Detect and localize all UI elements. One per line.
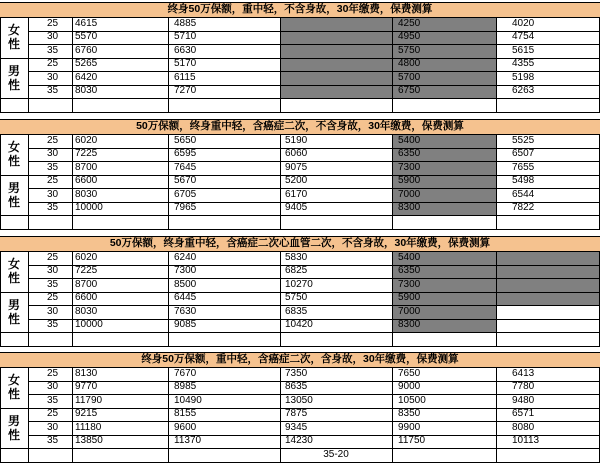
- premium-cell: 8350: [398, 408, 421, 420]
- age-cell: 30: [47, 381, 59, 393]
- premium-cell: 11370: [174, 435, 202, 447]
- premium-cell: 8080: [512, 421, 535, 433]
- age-cell: 35: [47, 319, 59, 331]
- premium-cell: 6350: [398, 148, 421, 160]
- age-cell: 35: [47, 394, 59, 406]
- premium-cell: 5750: [398, 44, 421, 56]
- premium-cell: 4754: [512, 31, 535, 43]
- premium-cell: 5400: [398, 134, 421, 146]
- female-label: [0, 251, 28, 292]
- age-cell: 30: [47, 421, 59, 433]
- premium-cell: 6507: [512, 148, 535, 160]
- male-label-char: 男: [7, 180, 20, 195]
- age-cell: 35: [47, 278, 59, 290]
- grid-line: [168, 134, 169, 229]
- grid-line: [28, 17, 29, 112]
- male-label-char: 性: [7, 194, 20, 209]
- female-label: [0, 367, 28, 408]
- premium-cell: 5700: [398, 71, 421, 83]
- age-cell: 35: [47, 202, 59, 214]
- premium-cell: 5200: [285, 175, 308, 187]
- premium-cell: 6263: [512, 85, 535, 97]
- age-cell: 25: [47, 408, 59, 420]
- premium-cell: 5750: [285, 292, 308, 304]
- premium-cell: 9900: [398, 421, 421, 433]
- premium-cell: 7965: [174, 202, 197, 214]
- premium-cell: [512, 292, 598, 306]
- section-title: 50万保额，终身重中轻，含癌症二次心血管二次，不含身故，30年缴费，保费测算: [109, 237, 491, 250]
- grid-line: [0, 229, 600, 230]
- premium-cell: 11750: [398, 435, 426, 447]
- section-title: 50万保额，终身重中轻，含癌症二次，不含身故，30年缴费，保费测算: [136, 120, 464, 133]
- premium-cell: [285, 85, 390, 99]
- grid-line: [496, 251, 497, 346]
- female-label-char: 性: [7, 37, 20, 52]
- premium-cell: 9000: [398, 381, 421, 393]
- age-cell: 25: [47, 17, 59, 29]
- grid-line: [496, 17, 497, 112]
- grid-line: [168, 367, 169, 462]
- age-cell: 35: [47, 161, 59, 173]
- age-cell: 30: [47, 305, 59, 317]
- premium-cell: 10113: [512, 435, 540, 447]
- grid-line: [0, 2, 600, 3]
- grid-line: [0, 346, 600, 347]
- grid-line: [392, 367, 393, 462]
- premium-cell: 8700: [75, 278, 98, 290]
- age-cell: 25: [47, 251, 59, 263]
- grid-line: [72, 367, 73, 462]
- premium-cell: [512, 278, 598, 292]
- premium-cell: 5265: [75, 58, 98, 70]
- premium-cell: [285, 17, 390, 31]
- premium-cell: 5900: [398, 292, 421, 304]
- premium-cell: 7270: [174, 85, 197, 97]
- premium-cell: 8130: [75, 367, 98, 379]
- footer-note: [280, 215, 392, 229]
- premium-cell: 7780: [512, 381, 535, 393]
- premium-cell: 9345: [285, 421, 308, 433]
- premium-cell: 8985: [174, 381, 197, 393]
- age-cell: 25: [47, 134, 59, 146]
- female-label-char: 女: [7, 23, 20, 38]
- footer-note: [280, 98, 392, 112]
- premium-cell: 6060: [285, 148, 308, 160]
- age-cell: 25: [47, 367, 59, 379]
- premium-cell: 10420: [285, 319, 313, 331]
- premium-cell: 7300: [174, 265, 197, 277]
- premium-cell: 6595: [174, 148, 197, 160]
- premium-cell: 6571: [512, 408, 535, 420]
- premium-cell: 5400: [398, 251, 421, 263]
- premium-cell: [512, 251, 598, 265]
- section-title: 终身50万保额，重中轻，含癌症二次，含身故，30年缴费，保费测算: [141, 353, 459, 366]
- premium-cell: 9405: [285, 202, 308, 214]
- premium-cell: 7225: [75, 265, 98, 277]
- premium-cell: 7225: [75, 148, 98, 160]
- premium-cell: 5830: [285, 251, 308, 263]
- premium-cell: 7630: [174, 305, 197, 317]
- age-cell: 25: [47, 175, 59, 187]
- premium-cell: 8300: [398, 319, 421, 331]
- grid-line: [28, 251, 29, 346]
- premium-cell: 9075: [285, 161, 308, 173]
- premium-cell: 6020: [75, 134, 98, 146]
- grid-line: [0, 112, 600, 113]
- female-label-char: 女: [7, 140, 20, 155]
- premium-cell: 7000: [398, 305, 421, 317]
- age-cell: 30: [47, 265, 59, 277]
- age-cell: 30: [47, 148, 59, 160]
- age-cell: 35: [47, 85, 59, 97]
- age-cell: 30: [47, 188, 59, 200]
- female-label: [0, 134, 28, 175]
- male-label: [0, 175, 28, 216]
- premium-cell: 6115: [174, 71, 196, 83]
- premium-cell: 6350: [398, 265, 421, 277]
- premium-cell: [512, 265, 598, 279]
- grid-line: [168, 17, 169, 112]
- premium-cell: 4020: [512, 17, 535, 29]
- premium-cell: 13850: [75, 435, 103, 447]
- male-label-char: 性: [7, 77, 20, 92]
- premium-cell: 7822: [512, 202, 535, 214]
- female-label-char: 女: [7, 373, 20, 388]
- female-label-char: 性: [7, 387, 20, 402]
- premium-cell: 7645: [174, 161, 197, 173]
- grid-line: [496, 367, 497, 462]
- premium-cell: 7000: [398, 188, 421, 200]
- male-label: [0, 408, 28, 449]
- premium-cell: 7300: [398, 161, 421, 173]
- premium-cell: 6750: [398, 85, 421, 97]
- premium-cell: 11790: [75, 394, 103, 406]
- premium-cell: 5190: [285, 134, 308, 146]
- grid-line: [72, 251, 73, 346]
- premium-cell: [285, 31, 390, 45]
- grid-line: [28, 367, 29, 462]
- grid-line: [0, 352, 600, 353]
- premium-cell: 8155: [174, 408, 197, 420]
- premium-cell: 5170: [174, 58, 197, 70]
- grid-line: [72, 17, 73, 112]
- premium-cell: 10000: [75, 319, 103, 331]
- premium-cell: 5615: [512, 44, 535, 56]
- premium-cell: 5710: [174, 31, 197, 43]
- premium-cell: 6544: [512, 188, 535, 200]
- premium-cell: 6420: [75, 71, 98, 83]
- premium-cell: 13050: [285, 394, 313, 406]
- grid-line: [392, 251, 393, 346]
- male-label-char: 性: [7, 427, 20, 442]
- male-label-char: 男: [7, 413, 20, 428]
- premium-cell: 8500: [174, 278, 197, 290]
- premium-cell: 6240: [174, 251, 197, 263]
- premium-cell: 4800: [398, 58, 421, 70]
- premium-cell: [285, 44, 390, 58]
- premium-cell: 7650: [398, 367, 421, 379]
- premium-cell: 6825: [285, 265, 308, 277]
- premium-cell: 8030: [75, 305, 98, 317]
- premium-cell: 8300: [398, 202, 421, 214]
- age-cell: 25: [47, 292, 59, 304]
- grid-line: [28, 134, 29, 229]
- premium-cell: [512, 305, 598, 319]
- premium-cell: 4950: [398, 31, 421, 43]
- male-label: [0, 292, 28, 333]
- age-cell: 35: [47, 435, 59, 447]
- premium-cell: [512, 319, 598, 333]
- premium-cell: 9770: [75, 381, 98, 393]
- grid-line: [168, 251, 169, 346]
- age-cell: 35: [47, 44, 59, 56]
- premium-cell: 6835: [285, 305, 308, 317]
- grid-line: [0, 236, 600, 237]
- premium-cell: 6600: [75, 292, 98, 304]
- premium-cell: 9600: [174, 421, 197, 433]
- age-cell: 30: [47, 71, 59, 83]
- female-label-char: 性: [7, 154, 20, 169]
- premium-cell: 9215: [75, 408, 98, 420]
- premium-cell: 8030: [75, 188, 98, 200]
- premium-cell: 11180: [75, 421, 102, 433]
- grid-line: [392, 134, 393, 229]
- footer-note: [280, 332, 392, 346]
- premium-cell: 8635: [285, 381, 308, 393]
- premium-cell: 6445: [174, 292, 197, 304]
- male-label-char: 性: [7, 311, 20, 326]
- premium-cell: 6413: [512, 367, 535, 379]
- female-label-char: 性: [7, 271, 20, 286]
- premium-cell: 4250: [398, 17, 421, 29]
- premium-cell: 6170: [285, 188, 308, 200]
- grid-line: [72, 134, 73, 229]
- premium-cell: 8030: [75, 85, 98, 97]
- premium-cell: 5498: [512, 175, 535, 187]
- premium-cell: 7875: [285, 408, 308, 420]
- age-cell: 25: [47, 58, 59, 70]
- premium-cell: 6600: [75, 175, 98, 187]
- premium-cell: 5650: [174, 134, 197, 146]
- premium-cell: 6020: [75, 251, 98, 263]
- age-cell: 30: [47, 31, 59, 43]
- premium-cell: 5900: [398, 175, 421, 187]
- premium-cell: 10500: [398, 394, 426, 406]
- premium-cell: 4615: [75, 17, 98, 29]
- premium-cell: [285, 71, 390, 85]
- grid-line: [392, 17, 393, 112]
- premium-cell: 6760: [75, 44, 98, 56]
- premium-cell: 6630: [174, 44, 197, 56]
- premium-cell: 4885: [174, 17, 197, 29]
- premium-cell: 10000: [75, 202, 103, 214]
- premium-cell: 14230: [285, 435, 313, 447]
- premium-cell: 10270: [285, 278, 313, 290]
- premium-cell: 5670: [174, 175, 197, 187]
- premium-cell: 5570: [75, 31, 98, 43]
- grid-line: [0, 462, 600, 463]
- male-label: [0, 58, 28, 99]
- premium-cell: 7300: [398, 278, 421, 290]
- premium-cell: 5525: [512, 134, 535, 146]
- female-label: [0, 17, 28, 58]
- male-label-char: 男: [7, 297, 20, 312]
- premium-cell: 7670: [174, 367, 197, 379]
- female-label-char: 女: [7, 257, 20, 272]
- premium-cell: 4355: [512, 58, 535, 70]
- premium-cell: 10490: [174, 394, 202, 406]
- premium-cell: 7350: [285, 367, 308, 379]
- premium-cell: 7655: [512, 161, 535, 173]
- premium-cell: [285, 58, 390, 72]
- premium-cell: 9085: [174, 319, 197, 331]
- grid-line: [0, 119, 600, 120]
- footer-note: 35-20: [323, 449, 349, 460]
- premium-cell: 5198: [512, 71, 535, 83]
- male-label-char: 男: [7, 63, 20, 78]
- grid-line: [496, 134, 497, 229]
- premium-cell: 8700: [75, 161, 98, 173]
- premium-cell: 9480: [512, 394, 535, 406]
- section-title: 终身50万保额，重中轻，不含身故，30年缴费，保费测算: [167, 3, 433, 16]
- premium-cell: 6705: [174, 188, 197, 200]
